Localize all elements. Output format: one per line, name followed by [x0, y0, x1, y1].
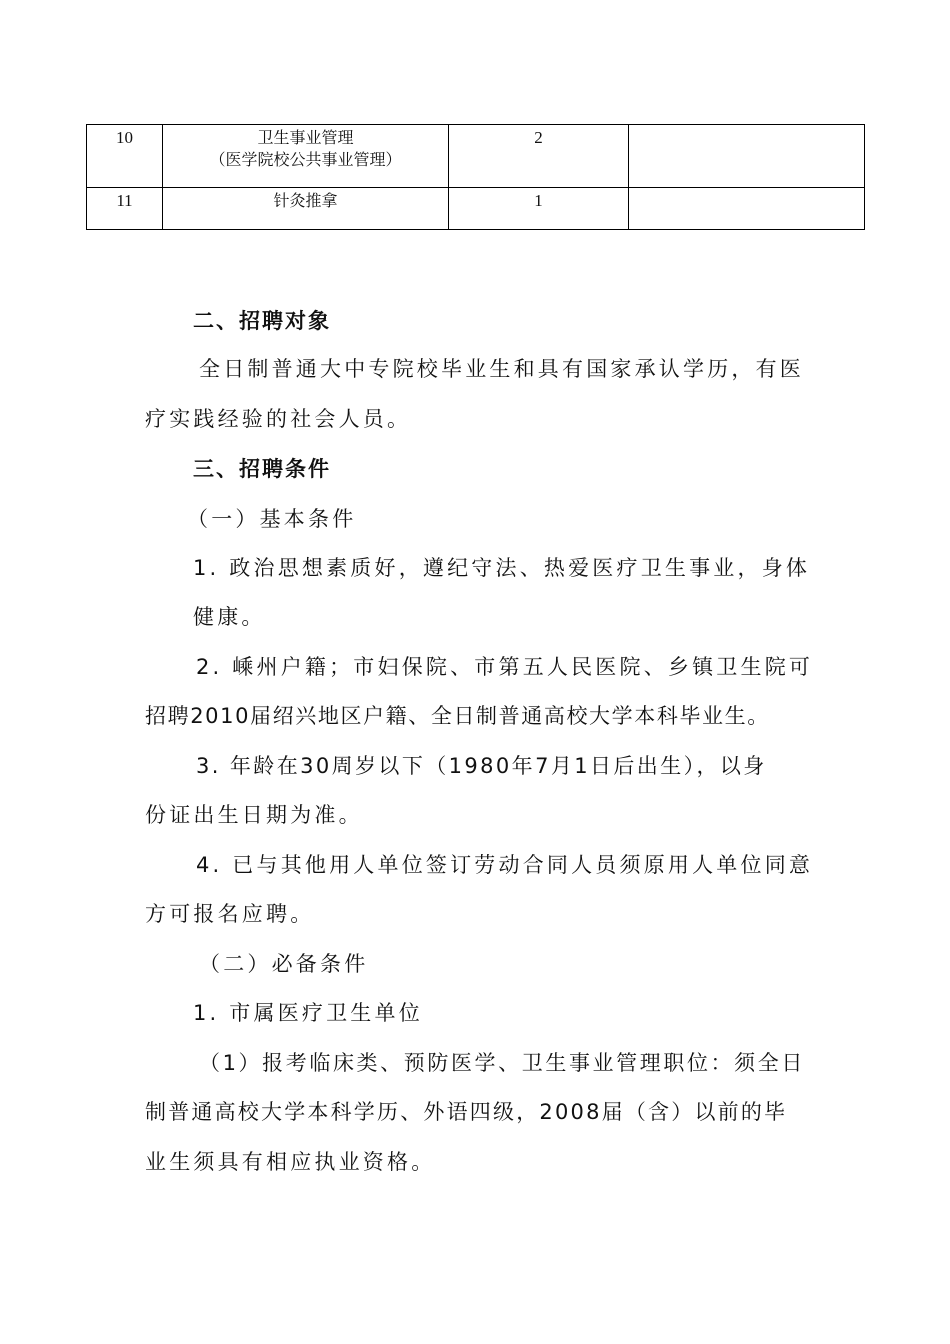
list-item-continuation: 份证出生日期为准。	[145, 803, 363, 827]
list-item: 1. 市属医疗卫生单位	[193, 1001, 423, 1025]
list-item-continuation: 招聘2010届绍兴地区户籍、全日制普通高校大学本科毕业生。	[145, 704, 770, 728]
positions-table	[86, 124, 865, 230]
position-count: 2	[449, 125, 629, 188]
row-number: 10	[87, 125, 163, 188]
list-item-continuation: 方可报名应聘。	[145, 902, 315, 926]
position-count: 1	[449, 188, 629, 230]
paragraph-line: 全日制普通大中专院校毕业生和具有国家承认学历，有医	[199, 357, 804, 381]
section-heading-recruitment-target: 二、招聘对象	[193, 309, 331, 333]
position-name-cell	[163, 188, 449, 230]
list-item-continuation: 健康。	[193, 605, 266, 629]
list-item: 2. 嵊州户籍；市妇保院、市第五人民医院、乡镇卫生院可	[196, 655, 814, 679]
list-item: 1. 政治思想素质好，遵纪守法、热爱医疗卫生事业，身体	[193, 556, 811, 580]
list-item: 4. 已与其他用人单位签订劳动合同人员须原用人单位同意	[196, 853, 814, 877]
subsection-heading-basic: （一）基本条件	[187, 507, 357, 531]
paragraph-line: 疗实践经验的社会人员。	[145, 407, 412, 431]
table-row	[87, 125, 865, 188]
table-row	[87, 188, 865, 230]
subsection-heading-required: （二）必备条件	[199, 952, 369, 976]
position-note	[629, 125, 865, 188]
list-item: 3. 年龄在30周岁以下（1980年7月1日后出生），以身	[196, 754, 767, 778]
list-item-continuation: 制普通高校大学本科学历、外语四级，2008届（含）以前的毕	[145, 1100, 788, 1124]
list-item-continuation: 业生须具有相应执业资格。	[145, 1150, 436, 1174]
position-name-cell	[163, 125, 449, 188]
position-note	[629, 188, 865, 230]
position-name: 针灸推拿	[273, 191, 338, 210]
list-item: （1）报考临床类、预防医学、卫生事业管理职位：须全日	[199, 1051, 805, 1075]
position-name-detail: （医学院校公共事业管理）	[209, 150, 402, 169]
position-name: 卫生事业管理	[257, 128, 354, 147]
section-heading-recruitment-conditions: 三、招聘条件	[193, 457, 331, 481]
row-number: 11	[87, 188, 163, 230]
